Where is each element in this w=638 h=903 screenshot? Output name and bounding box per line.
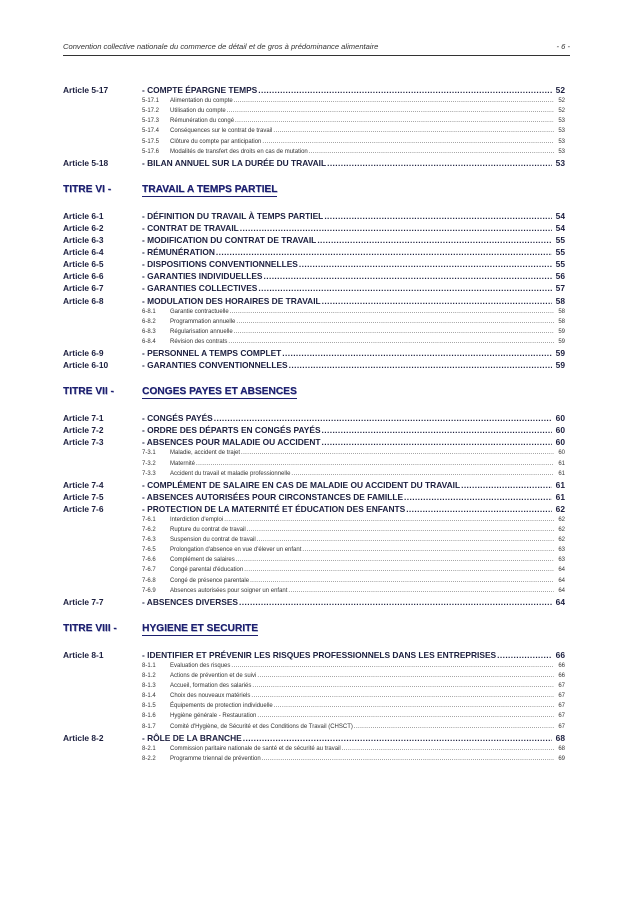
page-ref: 61 bbox=[558, 470, 565, 477]
page-ref: 62 bbox=[558, 517, 565, 523]
page-ref: 58 bbox=[558, 308, 565, 315]
dot-leader bbox=[258, 286, 552, 294]
page-ref: 62 bbox=[555, 503, 565, 514]
dot-leader bbox=[327, 160, 552, 168]
subsection-title: Alimentation du compte bbox=[170, 98, 233, 105]
subsection-number: 7-6.7 bbox=[142, 567, 156, 574]
subsection-number: 6-8.1 bbox=[142, 308, 156, 315]
subsection-number: 7-6.2 bbox=[142, 527, 156, 534]
page-ref: 67 bbox=[558, 713, 565, 720]
page-ref: 69 bbox=[558, 755, 565, 762]
toc-entry[interactable] bbox=[63, 84, 565, 96]
subsection-number: 8-1.2 bbox=[142, 673, 156, 680]
page-ref: 53 bbox=[558, 128, 565, 135]
dot-leader bbox=[216, 250, 552, 258]
article-title: - COMPLÉMENT DE SALAIRE EN CAS DE MALADIE OU ACCIDENT DU TRAVAIL bbox=[142, 479, 461, 490]
subsection-title: Conséquences sur le contrat de travail bbox=[170, 128, 273, 135]
toc-entry[interactable] bbox=[63, 479, 565, 491]
subsection-number: 7-6.5 bbox=[142, 547, 156, 554]
toc-subentry[interactable] bbox=[63, 586, 565, 596]
dot-leader bbox=[299, 262, 552, 270]
page-ref: 60 bbox=[555, 425, 565, 436]
page-ref: 59 bbox=[558, 328, 565, 335]
toc-subentry[interactable] bbox=[63, 545, 565, 555]
page-ref: 61 bbox=[558, 460, 565, 467]
toc-entry[interactable] bbox=[63, 282, 565, 294]
page-ref: 60 bbox=[555, 437, 565, 448]
dot-leader bbox=[322, 298, 552, 306]
dot-leader bbox=[317, 238, 552, 246]
page-ref: 63 bbox=[558, 557, 565, 564]
subsection-title: Congé de présence parentale bbox=[170, 577, 250, 584]
page-ref: 68 bbox=[555, 732, 565, 743]
toc-subentry[interactable] bbox=[63, 671, 565, 681]
subsection-title: Accident du travail et maladie professionnelle bbox=[170, 470, 291, 477]
article-title: - GARANTIES CONVENTIONNELLES bbox=[142, 360, 288, 371]
subsection-title: Rupture du contrat de travail bbox=[170, 527, 246, 534]
subsection-number: 7-6.1 bbox=[142, 517, 156, 523]
article-number: Article 6-8 bbox=[63, 295, 104, 306]
toc-entry[interactable] bbox=[63, 234, 565, 246]
article-number: Article 6-3 bbox=[63, 235, 104, 246]
article-title: - BILAN ANNUEL SUR LA DURÉE DU TRAVAIL bbox=[142, 157, 327, 168]
page-header bbox=[63, 42, 570, 56]
subsection-number: 8-1.5 bbox=[142, 703, 156, 710]
subsection-number: 5-17.4 bbox=[142, 128, 160, 135]
toc-entry[interactable] bbox=[63, 210, 565, 222]
page-ref: 52 bbox=[558, 108, 565, 115]
section-number: TITRE VI - bbox=[63, 183, 112, 195]
dot-leader bbox=[461, 482, 552, 490]
toc-entry[interactable] bbox=[63, 270, 565, 282]
toc-subentry[interactable] bbox=[63, 711, 565, 721]
toc-subentry[interactable] bbox=[63, 147, 565, 157]
section-number: TITRE VII - bbox=[63, 386, 114, 398]
page-ref: 59 bbox=[558, 338, 565, 345]
article-number: Article 7-4 bbox=[63, 479, 104, 490]
page-ref: 61 bbox=[555, 491, 565, 502]
article-title: - DÉFINITION DU TRAVAIL À TEMPS PARTIEL bbox=[142, 210, 324, 221]
dot-leader bbox=[497, 652, 552, 660]
section-number: TITRE VIII - bbox=[63, 622, 117, 634]
page-ref: 67 bbox=[558, 703, 565, 710]
page-ref: 58 bbox=[558, 318, 565, 325]
article-number: Article 8-2 bbox=[63, 732, 104, 743]
subsection-title: Maladie, accident de trajet bbox=[170, 450, 241, 457]
page-ref: 60 bbox=[558, 450, 565, 457]
article-number: Article 6-7 bbox=[63, 283, 104, 294]
subsection-title: Utilisation du compte bbox=[170, 108, 226, 115]
dot-leader bbox=[264, 274, 552, 282]
page-ref: 57 bbox=[555, 283, 565, 294]
page-ref: 64 bbox=[558, 567, 565, 574]
toc-subentry[interactable] bbox=[63, 106, 565, 116]
subsection-number: 7-3.1 bbox=[142, 450, 156, 457]
toc-subentry[interactable] bbox=[63, 116, 565, 126]
page-ref: 62 bbox=[558, 527, 565, 534]
toc-subentry[interactable] bbox=[63, 661, 565, 671]
dot-leader bbox=[322, 440, 552, 448]
page-number: - 6 - bbox=[556, 42, 570, 51]
subsection-number: 7-6.6 bbox=[142, 557, 156, 564]
page-ref: 53 bbox=[555, 157, 565, 168]
toc-subentry[interactable] bbox=[63, 721, 565, 731]
subsection-number: 8-1.4 bbox=[142, 693, 156, 700]
toc-entry[interactable] bbox=[63, 503, 565, 515]
dot-leader bbox=[289, 363, 552, 371]
article-number: Article 7-5 bbox=[63, 491, 104, 502]
subsection-title: Actions de prévention et de suivi bbox=[170, 673, 257, 680]
article-title: - IDENTIFIER ET PRÉVENIR LES RISQUES PROFESSIONNELS DANS LES ENTREPRISES bbox=[142, 649, 497, 660]
page-ref: 67 bbox=[558, 683, 565, 690]
toc-entry[interactable] bbox=[63, 222, 565, 234]
toc-subentry[interactable] bbox=[63, 317, 565, 327]
page-ref: 53 bbox=[558, 138, 565, 145]
toc-subentry[interactable] bbox=[63, 754, 565, 764]
article-title: - ORDRE DES DÉPARTS EN CONGÉS PAYÉS bbox=[142, 425, 321, 436]
subsection-number: 7-6.3 bbox=[142, 537, 156, 544]
subsection-title: Modalités de transfert des droits en cas de mutation bbox=[170, 148, 308, 155]
subsection-number: 5-17.5 bbox=[142, 138, 160, 145]
subsection-title: Suspension du contrat de travail bbox=[170, 537, 256, 544]
subsection-title: Complément de salaires bbox=[170, 557, 235, 564]
page-ref: 53 bbox=[558, 148, 565, 155]
article-number: Article 7-3 bbox=[63, 437, 104, 448]
article-title: - ABSENCES AUTORISÉES POUR CIRCONSTANCES DE FAMILLE bbox=[142, 491, 404, 502]
toc-entry[interactable] bbox=[63, 157, 565, 169]
article-number: Article 6-1 bbox=[63, 210, 104, 221]
toc-subentry[interactable] bbox=[63, 525, 565, 535]
subsection-title: Commission paritaire nationale de santé et de sécurité au travail bbox=[170, 745, 341, 752]
article-title: - GARANTIES INDIVIDUELLES bbox=[142, 271, 263, 282]
subsection-title: Maternité bbox=[170, 460, 196, 467]
article-title: - CONTRAT DE TRAVAIL bbox=[142, 222, 239, 233]
article-number: Article 7-2 bbox=[63, 425, 104, 436]
toc-subentry[interactable] bbox=[63, 535, 565, 545]
toc-subentry[interactable] bbox=[63, 701, 565, 711]
subsection-number: 6-8.4 bbox=[142, 338, 156, 345]
article-number: Article 6-6 bbox=[63, 271, 104, 282]
section-heading bbox=[63, 622, 565, 636]
toc-entry[interactable] bbox=[63, 347, 565, 359]
page-ref: 60 bbox=[555, 413, 565, 424]
subsection-title: Evaluation des risques bbox=[170, 662, 231, 669]
toc-subentry[interactable] bbox=[63, 458, 565, 468]
section-heading bbox=[63, 183, 565, 197]
toc-subentry[interactable] bbox=[63, 327, 565, 337]
subsection-title: Hygiène générale - Restauration bbox=[170, 713, 257, 720]
toc-subentry[interactable] bbox=[63, 126, 565, 136]
page-ref: 58 bbox=[555, 295, 565, 306]
article-title: - CONGÉS PAYÉS bbox=[142, 413, 213, 424]
page-ref: 62 bbox=[558, 537, 565, 544]
toc-entry[interactable] bbox=[63, 732, 565, 744]
dot-leader bbox=[214, 416, 552, 424]
subsection-number: 8-2.2 bbox=[142, 755, 156, 762]
toc-subentry[interactable] bbox=[63, 96, 565, 106]
toc-entry[interactable] bbox=[63, 649, 565, 661]
table-of-contents bbox=[63, 84, 565, 764]
toc-subentry[interactable] bbox=[63, 337, 565, 347]
page-ref: 55 bbox=[555, 259, 565, 270]
article-number: Article 6-5 bbox=[63, 259, 104, 270]
toc-entry[interactable] bbox=[63, 294, 565, 306]
article-number: Article 6-2 bbox=[63, 222, 104, 233]
page-ref: 67 bbox=[558, 693, 565, 700]
toc-entry[interactable] bbox=[63, 246, 565, 258]
dot-leader bbox=[282, 351, 552, 359]
dot-leader bbox=[322, 428, 552, 436]
article-title: - ABSENCES POUR MALADIE OU ACCIDENT bbox=[142, 437, 321, 448]
page-ref: 52 bbox=[555, 85, 565, 96]
toc-subentry[interactable] bbox=[63, 681, 565, 691]
article-number: Article 7-7 bbox=[63, 596, 104, 607]
page-ref: 64 bbox=[558, 577, 565, 584]
subsection-title: Congé parental d'éducation bbox=[170, 567, 244, 574]
subsection-number: 7-6.9 bbox=[142, 587, 156, 594]
article-title: - GARANTIES COLLECTIVES bbox=[142, 283, 258, 294]
article-number: Article 6-10 bbox=[63, 360, 109, 371]
article-number: Article 8-1 bbox=[63, 649, 104, 660]
toc-entry[interactable] bbox=[63, 491, 565, 503]
subsection-title: Rémunération du congé bbox=[170, 118, 235, 125]
dot-leader bbox=[239, 599, 552, 607]
toc-subentry[interactable] bbox=[63, 575, 565, 585]
toc-subentry[interactable] bbox=[63, 565, 565, 575]
page-ref: 59 bbox=[555, 360, 565, 371]
article-title: - PROTECTION DE LA MATERNITÉ ET ÉDUCATION DES ENFANTS bbox=[142, 503, 406, 514]
page-ref: 55 bbox=[555, 235, 565, 246]
subsection-number: 8-1.1 bbox=[142, 662, 156, 669]
toc-entry[interactable] bbox=[63, 412, 565, 424]
toc-subentry[interactable] bbox=[63, 307, 565, 317]
page-ref: 66 bbox=[558, 673, 565, 680]
toc-subentry[interactable] bbox=[63, 469, 565, 479]
section-title: CONGES PAYES ET ABSENCES bbox=[142, 386, 297, 398]
article-title: - COMPTE ÉPARGNE TEMPS bbox=[142, 85, 258, 96]
page-ref: 68 bbox=[558, 745, 565, 752]
section-title: HYGIENE ET SECURITE bbox=[142, 622, 259, 634]
toc-subentry[interactable] bbox=[63, 136, 565, 146]
subsection-title: Révision des contrats bbox=[170, 338, 228, 345]
toc-subentry[interactable] bbox=[63, 515, 565, 525]
page-ref: 61 bbox=[555, 479, 565, 490]
page-ref: 54 bbox=[555, 222, 565, 233]
subsection-number: 8-1.3 bbox=[142, 683, 156, 690]
toc-entry[interactable] bbox=[63, 596, 565, 608]
subsection-number: 5-17.2 bbox=[142, 108, 160, 115]
dot-leader bbox=[258, 88, 552, 96]
subsection-title: Choix des nouveaux matériels bbox=[170, 693, 251, 700]
toc-subentry[interactable] bbox=[63, 691, 565, 701]
dot-leader bbox=[324, 213, 552, 221]
page-ref: 64 bbox=[555, 596, 565, 607]
article-number: Article 6-9 bbox=[63, 347, 104, 358]
article-number: Article 7-6 bbox=[63, 503, 104, 514]
page-ref: 53 bbox=[558, 118, 565, 125]
article-title: - MODIFICATION DU CONTRAT DE TRAVAIL bbox=[142, 235, 317, 246]
subsection-number: 7-3.2 bbox=[142, 460, 156, 467]
subsection-title: Équipements de protection individuelle bbox=[170, 703, 273, 710]
toc-entry[interactable] bbox=[63, 359, 565, 371]
subsection-title: Interdiction d'emploi bbox=[170, 517, 224, 523]
page-ref: 66 bbox=[558, 662, 565, 669]
page-ref: 52 bbox=[558, 98, 565, 105]
subsection-title: Programmation annuelle bbox=[170, 318, 236, 325]
dot-leader bbox=[404, 494, 552, 502]
subsection-number: 5-17.3 bbox=[142, 118, 160, 125]
subsection-title: Comité d'Hygiène, de Sécurité et des Conditions de Travail (CHSCT) bbox=[170, 723, 353, 730]
section-title: TRAVAIL A TEMPS PARTIEL bbox=[142, 183, 278, 195]
section-heading bbox=[63, 385, 565, 399]
page-ref: 67 bbox=[558, 723, 565, 730]
toc-entry[interactable] bbox=[63, 258, 565, 270]
subsection-number: 6-8.3 bbox=[142, 328, 156, 335]
subsection-title: Garantie contractuelle bbox=[170, 308, 229, 315]
subsection-number: 5-17.1 bbox=[142, 98, 160, 105]
article-number: Article 6-4 bbox=[63, 247, 104, 258]
article-title: - ABSENCES DIVERSES bbox=[142, 596, 239, 607]
article-title: - RÔLE DE LA BRANCHE bbox=[142, 732, 242, 743]
article-title: - DISPOSITIONS CONVENTIONNELLES bbox=[142, 259, 298, 270]
dot-leader bbox=[406, 507, 552, 515]
document-title: Convention collective nationale du commerce de détail et de gros à prédominance alimentaire bbox=[63, 42, 379, 51]
toc-subentry[interactable] bbox=[63, 744, 565, 754]
page-ref: 56 bbox=[555, 271, 565, 282]
subsection-title: Régularisation annuelle bbox=[170, 328, 233, 335]
subsection-number: 8-1.7 bbox=[142, 723, 156, 730]
toc-subentry[interactable] bbox=[63, 448, 565, 458]
page-ref: 64 bbox=[558, 587, 565, 594]
subsection-number: 6-8.2 bbox=[142, 318, 156, 325]
toc-subentry[interactable] bbox=[63, 555, 565, 565]
subsection-number: 8-1.6 bbox=[142, 713, 156, 720]
subsection-title: Programme triennal de prévention bbox=[170, 755, 261, 762]
article-title: - PERSONNEL A TEMPS COMPLET bbox=[142, 347, 282, 358]
article-title: - MODULATION DES HORAIRES DE TRAVAIL bbox=[142, 295, 321, 306]
article-title: - RÉMUNÉRATION bbox=[142, 247, 215, 258]
dot-leader bbox=[243, 735, 552, 743]
page-ref: 66 bbox=[555, 649, 565, 660]
page-ref: 59 bbox=[555, 347, 565, 358]
subsection-number: 8-2.1 bbox=[142, 745, 156, 752]
article-number: Article 7-1 bbox=[63, 413, 104, 424]
subsection-number: 5-17.6 bbox=[142, 148, 160, 155]
page-ref: 63 bbox=[558, 547, 565, 554]
toc-entry[interactable] bbox=[63, 436, 565, 448]
subsection-title: Prolongation d'absence en vue d'élever un enfant bbox=[170, 547, 302, 554]
dot-leader bbox=[262, 758, 554, 764]
subsection-number: 7-6.8 bbox=[142, 577, 156, 584]
subsection-number: 7-3.3 bbox=[142, 470, 156, 477]
subsection-title: Absences autorisées pour soigner un enfant bbox=[170, 587, 288, 594]
article-number: Article 5-17 bbox=[63, 85, 109, 96]
subsection-title: Clôture du compte par anticipation bbox=[170, 138, 262, 145]
subsection-title: Accueil, formation des salariés bbox=[170, 683, 252, 690]
toc-entry[interactable] bbox=[63, 424, 565, 436]
page-ref: 55 bbox=[555, 247, 565, 258]
article-number: Article 5-18 bbox=[63, 157, 109, 168]
page-ref: 54 bbox=[555, 210, 565, 221]
dot-leader bbox=[240, 226, 552, 234]
